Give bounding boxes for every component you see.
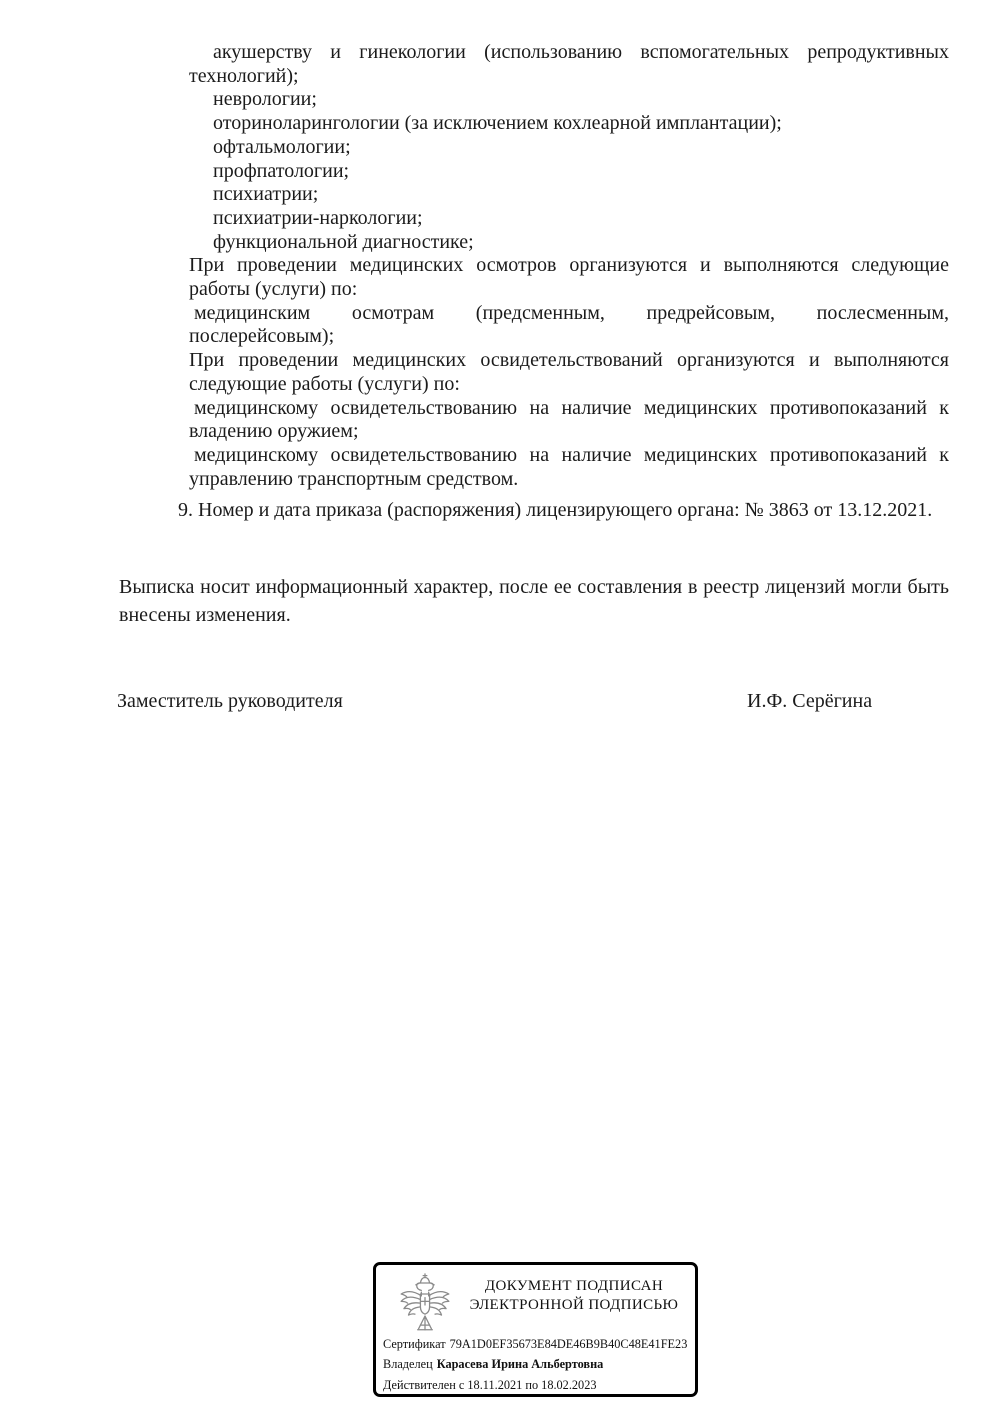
electronic-signature-stamp xyxy=(373,1262,698,1397)
signer-name: И.Ф. Серёгина xyxy=(747,690,873,712)
stamp-title-line2: ЭЛЕКТРОННОЙ ПОДПИСЬЮ xyxy=(469,1297,679,1313)
certificate-line xyxy=(383,1334,697,1354)
body-line: акушерству и гинекологии (использованию вспомогательных репродуктивных xyxy=(213,41,949,63)
body-line: медицинскому освидетельствованию на наличие медицинских противопоказаний к xyxy=(194,443,949,466)
roszdravnadzor-eagle-emblem-icon xyxy=(394,1272,456,1338)
stamp-title-line1: ДОКУМЕНТ ПОДПИСАН xyxy=(484,1278,664,1294)
body-line: владению оружием; xyxy=(189,420,359,443)
notice-block xyxy=(119,574,949,629)
body-line: психиатрии; xyxy=(213,183,319,206)
stamp-title xyxy=(460,1277,688,1315)
body-line: оториноларингологии (за исключением кохлеарной имплантации); xyxy=(213,112,782,135)
body-line: функциональной диагностике; xyxy=(213,230,474,253)
body-line: офтальмологии; xyxy=(213,135,351,158)
body-line: медицинскому освидетельствованию на наличие медицинских противопоказаний к xyxy=(194,396,949,419)
body-line: управлению транспортным средством. xyxy=(189,467,519,490)
body-line: медицинским осмотрам (предсменным, предрейсовым, послесменным, xyxy=(194,301,949,324)
owner-name: Карасева Ирина Альбертовна xyxy=(436,1357,604,1372)
order-number-line: 9. Номер и дата приказа (распоряжения) лицензирующего органа: № 3863 от 13.12.2021. xyxy=(178,499,933,521)
body-line: послерейсовым); xyxy=(189,325,335,348)
certificate-value: 79A1D0EF35673E84DE46B9B40C48E41FE23 xyxy=(449,1337,688,1351)
certificate-label: Сертификат xyxy=(383,1337,446,1351)
body-line: неврологии; xyxy=(213,88,317,111)
owner-line xyxy=(383,1354,697,1374)
body-line: следующие работы (услуги) по: xyxy=(189,372,460,395)
signer-position-title: Заместитель руководителя xyxy=(117,690,343,712)
license-details-block xyxy=(189,41,949,491)
body-line: технологий); xyxy=(189,64,299,87)
body-line: При проведении медицинских освидетельствований организуются и выполняются xyxy=(189,349,949,372)
owner-label: Владелец xyxy=(383,1357,433,1372)
notice-line: внесены изменения. xyxy=(119,603,291,626)
body-line: профпатологии; xyxy=(213,159,350,182)
body-line: При проведении медицинских осмотров организуются и выполняются следующие xyxy=(189,254,949,277)
body-line: психиатрии-наркологии; xyxy=(213,206,423,229)
notice-line: Выписка носит информационный характер, после ее составления в реестр лицензий могли быть xyxy=(119,576,949,598)
body-line: работы (услуги) по: xyxy=(189,278,358,301)
validity-line: Действителен с 18.11.2021 по 18.02.2023 xyxy=(383,1377,597,1392)
stamp-info xyxy=(383,1334,697,1395)
